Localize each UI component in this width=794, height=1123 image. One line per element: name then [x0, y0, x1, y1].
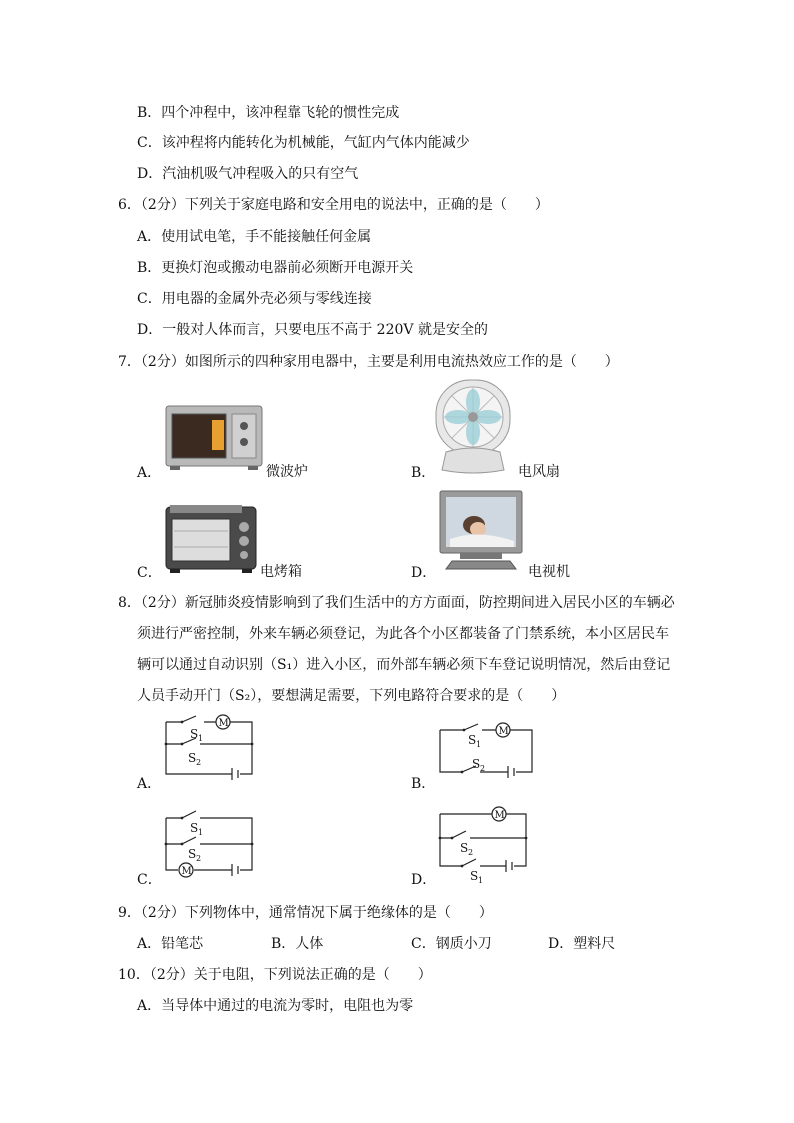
q9-option-d: D．塑料尺: [548, 936, 616, 952]
q10-option-a: A．当导体中通过的电流为零时，电阻也为零: [137, 998, 414, 1014]
circuit-diagram-b: [440, 722, 534, 778]
switch-label-s2-sub: 2: [480, 764, 486, 773]
motor-symbol: M: [181, 866, 192, 877]
switch-label-s2-sub: 2: [468, 848, 474, 857]
q8-label-c: C．: [137, 872, 162, 888]
switch-label-s2: S: [460, 841, 469, 855]
q8-label-a: A．: [137, 776, 162, 792]
toaster-oven-image: [164, 503, 258, 575]
q7-caption-a: 微波炉: [266, 464, 308, 480]
switch-label-s2: S: [472, 757, 481, 771]
microwave-image: [164, 402, 264, 472]
switch-label-s2-sub: 2: [196, 854, 202, 863]
circuit-diagram-a: [166, 714, 256, 780]
q8-stem-line-4: 人员手动开门（S₂），要想满足需要，下列电路符合要求的是（ ）: [137, 688, 566, 704]
switch-label-s1: S: [190, 727, 199, 741]
q7-caption-b: 电风扇: [518, 464, 560, 480]
q6-stem: 6．（2分）下列关于家庭电路和安全用电的说法中，正确的是（ ）: [118, 197, 549, 213]
switch-label-s1-sub: 1: [478, 876, 484, 885]
q7-caption-c: 电烤箱: [260, 564, 302, 580]
q8-stem-line-1: 8．（2分）新冠肺炎疫情影响到了我们生活中的方方面面，防控期间进入居民小区的车辆必: [118, 595, 675, 611]
q8-stem-line-2: 须进行严密控制，外来车辆必须登记，为此各个小区都装备了门禁系统，本小区居民车: [137, 626, 669, 642]
q10-stem: 10．（2分）关于电阻，下列说法正确的是（ ）: [118, 967, 432, 983]
switch-label-s1: S: [190, 821, 199, 835]
q9-option-c: C．钢质小刀: [411, 936, 492, 952]
motor-symbol: M: [498, 726, 509, 737]
switch-label-s2-sub: 2: [196, 758, 202, 767]
switch-label-s2: S: [188, 847, 197, 861]
q6-option-b: B．更换灯泡或搬动电器前必须断开电源开关: [137, 260, 414, 276]
q5-option-d: D．汽油机吸气冲程吸入的只有空气: [137, 166, 359, 182]
switch-label-s1-sub: 1: [198, 734, 204, 743]
switch-label-s1-sub: 1: [476, 740, 482, 749]
q7-caption-d: 电视机: [528, 564, 570, 580]
q9-stem: 9．（2分）下列物体中，通常情况下属于绝缘体的是（ ）: [118, 905, 493, 921]
q6-option-a: A．使用试电笔，手不能接触任何金属: [137, 229, 372, 245]
switch-label-s1-sub: 1: [198, 828, 204, 837]
q9-option-a: A．铅笔芯: [137, 936, 204, 952]
switch-label-s1: S: [468, 733, 477, 747]
q6-option-c: C．用电器的金属外壳必须与零线连接: [137, 291, 372, 307]
q8-stem-line-3: 辆可以通过自动识别（S₁）进入小区，而外部车辆必须下车登记说明情况，然后由登记: [137, 657, 671, 673]
q7-label-d: D．: [411, 565, 437, 581]
q5-option-c: C．该冲程将内能转化为机械能，气缸内气体内能减少: [137, 135, 470, 151]
motor-symbol: M: [218, 718, 229, 729]
q8-label-b: B．: [411, 776, 436, 792]
q7-label-b: B．: [411, 465, 436, 481]
q7-label-a: A．: [137, 465, 162, 481]
circuit-diagram-c: [166, 808, 256, 876]
q7-stem: 7．（2分）如图所示的四种家用电器中，主要是利用电流热效应工作的是（ ）: [118, 354, 619, 370]
circuit-diagram-d: [440, 804, 530, 885]
motor-symbol: M: [494, 810, 505, 821]
q9-option-b: B．人体: [271, 936, 324, 952]
q7-label-c: C．: [137, 565, 162, 581]
q5-option-b: B．四个冲程中，该冲程靠飞轮的惯性完成: [137, 105, 400, 121]
television-image: [438, 489, 524, 573]
switch-label-s1: S: [470, 869, 479, 883]
fan-image: [432, 378, 514, 474]
q6-option-d: D．一般对人体而言，只要电压不高于 220V 就是安全的: [137, 322, 488, 338]
switch-label-s2: S: [188, 751, 197, 765]
q8-label-d: D．: [411, 872, 437, 888]
